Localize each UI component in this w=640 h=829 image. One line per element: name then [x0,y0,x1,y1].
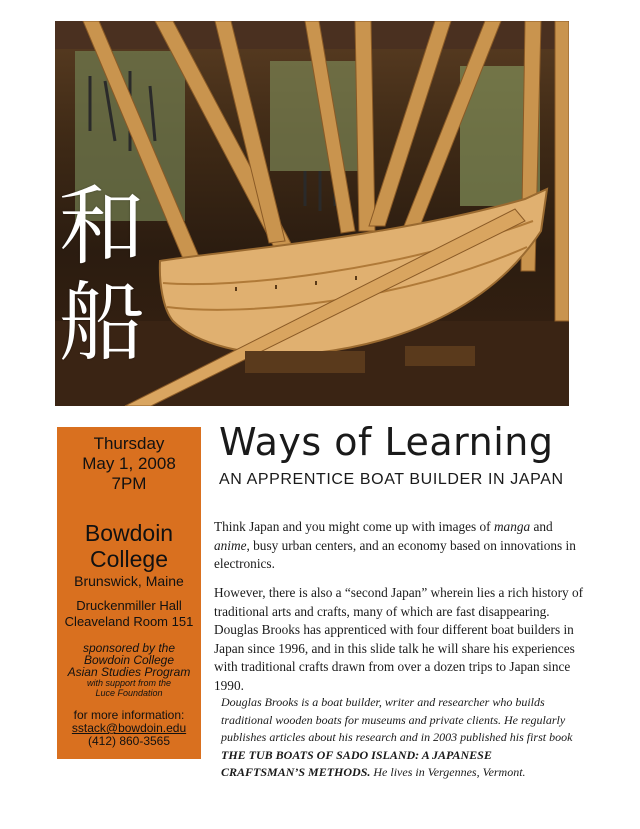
college-name-line2: College [90,546,168,572]
event-time: 7PM [111,474,147,493]
intro-text-b: and [530,519,553,534]
contact-email-link[interactable]: sstack@bowdoin.edu [71,721,187,735]
info-label: for more information: [73,708,185,722]
bio-book-title: THE TUB BOATS OF SADO ISLAND: A JAPANESE CRAFTSMAN’S METHODS. [221,747,492,780]
event-datetime [57,434,201,494]
bio-text-a: Douglas Brooks is a boat builder, writer and researcher who builds traditional wooden boats for museums and private clients. He regularly publishes articles about his research and in 2003 published his first book [221,695,573,745]
sponsor-line3: Asian Studies Program [67,665,191,679]
intro-anime: anime [214,537,247,553]
support-line2: Luce Foundation [95,688,163,698]
sponsor-block [57,642,201,698]
sponsor-line1: sponsored by the [82,641,176,655]
contact-block [57,709,201,748]
intro-manga: manga [493,519,531,534]
kanji-fune: 船 [59,273,145,373]
page-subtitle: AN APPRENTICE BOAT BUILDER IN JAPAN [219,471,564,488]
support-line1: with support from the [86,678,172,688]
kanji-title [59,179,159,371]
intro-text-a: Think Japan and you might come up with images of [214,519,494,534]
event-date: May 1, 2008 [82,454,176,473]
contact-phone: (412) 860-3565 [87,734,171,748]
kanji-wa: 和 [59,177,145,277]
event-day: Thursday [93,434,165,453]
event-room: Cleaveland Room 151 [64,614,194,629]
event-city: Brunswick, Maine [74,573,184,589]
college-name-line1: Bowdoin [84,520,174,546]
speaker-bio [221,694,576,782]
intro-paragraph [214,518,589,574]
event-location [57,598,201,630]
second-paragraph: However, there is also a “second Japan” wherein lies a rich history of traditional arts and crafts, many of which are fast disappearing. Douglas Brooks has apprenticed with four different boat builders in Japan since 1996, and in this slide talk he will share his experiences with traditional crafts drawn from over a dozen trips to Japan since 1990. [214,585,584,693]
page-title: Ways of Learning [219,420,554,464]
bio-text-b: He lives in Vergennes, Vermont. [370,765,526,780]
boat-photo [55,21,569,406]
event-venue [57,520,201,572]
event-info-panel [57,427,201,759]
intro-text-c: , busy urban centers, and an economy based on innovations in electronics. [214,537,576,571]
sponsor-line2: Bowdoin College [83,653,175,667]
event-hall: Druckenmiller Hall [76,598,182,613]
